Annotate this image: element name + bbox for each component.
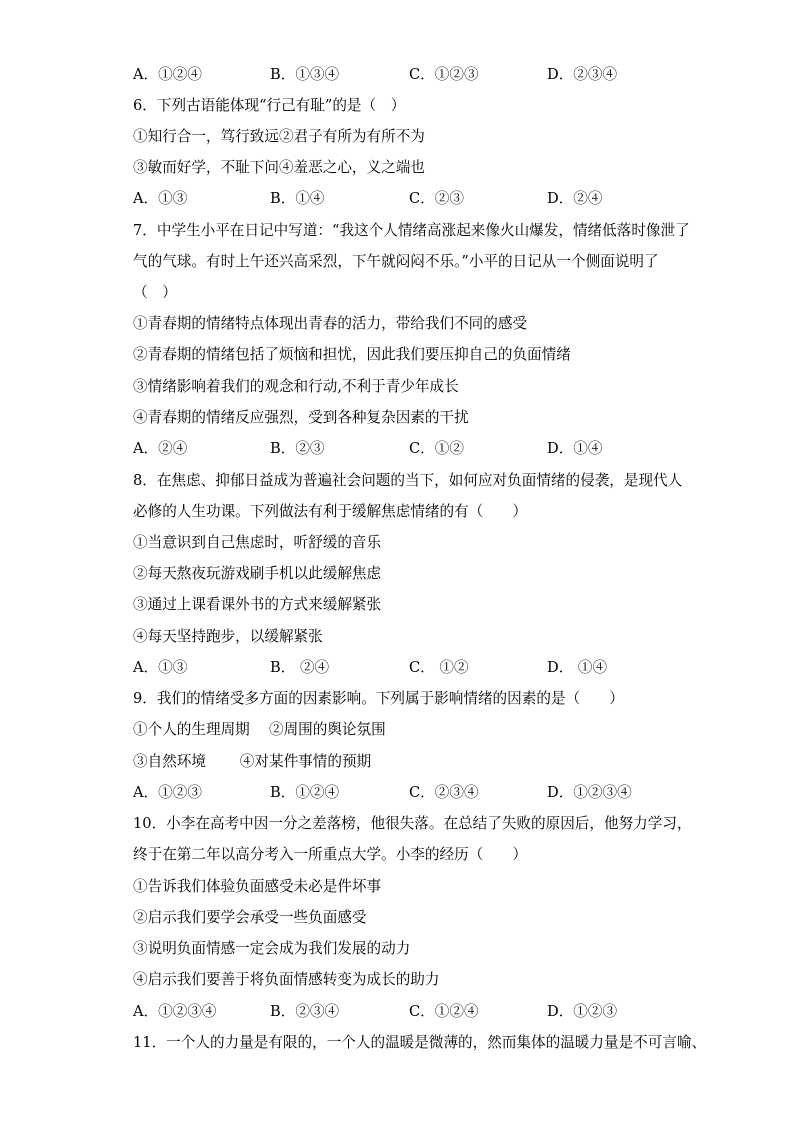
- question-10-stem: 终于在第二年以高分考入一所重点大学。小李的经历（ ）: [133, 846, 528, 863]
- answer-options: [133, 658, 693, 678]
- option-a: A．①③: [133, 659, 188, 676]
- option-a: A．①②③④: [133, 1003, 217, 1020]
- question-7-stem: （ ）: [133, 284, 177, 301]
- statement: ③通过上课看课外书的方式来缓解紧张: [133, 596, 382, 613]
- option-c: C．②③: [409, 190, 464, 207]
- option-c: C．①②: [409, 440, 464, 457]
- statement: ②每天熬夜玩游戏刷手机以此缓解焦虑: [133, 565, 382, 582]
- option-d: D．②③④: [547, 66, 618, 83]
- option-b: B．①④: [270, 190, 325, 207]
- statement: ③说明负面情感一定会成为我们发展的动力: [133, 940, 411, 957]
- statement: ①青春期的情绪特点体现出青春的活力，带给我们不同的感受: [133, 315, 528, 332]
- option-d: D．②④: [547, 190, 603, 207]
- question-8-stem: 必修的人生功课。下列做法有利于缓解焦虑情绪的有（ ）: [133, 503, 528, 520]
- option-a: A．①③: [133, 190, 188, 207]
- option-a: A．①②④: [133, 66, 202, 83]
- option-b: B．①②④: [270, 784, 340, 801]
- option-b: B． ②④: [270, 659, 330, 676]
- option-c: C．①②④: [409, 1003, 479, 1020]
- question-7-stem: 7．中学生小平在日记中写道：“我这个人情绪高涨起来像火山爆发，情绪低落时像泄了: [133, 222, 690, 239]
- question-9-stem: 9．我们的情绪受多方面的因素影响。下列属于影响情绪的因素的是（ ）: [133, 690, 624, 707]
- answer-options: [133, 1002, 693, 1022]
- statement: ④启示我们要善于将负面情感转变为成长的助力: [133, 971, 440, 988]
- statement: ②启示我们要学会承受一些负面感受: [133, 909, 367, 926]
- option-c: C．①②③: [409, 66, 479, 83]
- statement: ①个人的生理周期 ②周围的舆论氛围: [133, 721, 386, 738]
- option-d: D．①②③: [547, 1003, 618, 1020]
- question-6-statements: ①知行合一，笃行致远②君子有所为有所不为: [133, 128, 425, 145]
- question-6-stem: 6．下列古语能体现“行己有耻”的是（ ）: [133, 97, 406, 114]
- statement: ③情绪影响着我们的观念和行动,不利于青少年成长: [133, 378, 459, 395]
- option-c: C．②③④: [409, 784, 479, 801]
- option-b: B．②③: [270, 440, 325, 457]
- statement: ①告诉我们体验负面感受未必是件坏事: [133, 878, 382, 895]
- option-a: A．②④: [133, 440, 188, 457]
- statement: ④青春期的情绪反应强烈，受到各种复杂因素的干扰: [133, 409, 469, 426]
- option-b: B．②③④: [270, 1003, 340, 1020]
- answer-options: [133, 65, 693, 85]
- question-6-statements: ③敏而好学，不耻下问④羞恶之心，义之端也: [133, 159, 425, 176]
- statement: ④每天坚持跑步，以缓解紧张: [133, 628, 323, 645]
- answer-options: [133, 439, 693, 459]
- question-10-stem: 10．小李在高考中因一分之差落榜，他很失落。在总结了失败的原因后，他努力学习，: [133, 815, 692, 832]
- option-b: B．①③④: [270, 66, 340, 83]
- option-d: D．①④: [547, 440, 603, 457]
- question-7-stem: 气的气球。有时上午还兴高采烈，下午就闷闷不乐。”小平的日记从一个侧面说明了: [133, 253, 659, 270]
- question-8-stem: 8．在焦虑、抑郁日益成为普遍社会问题的当下，如何应对负面情绪的侵袭，是现代人: [133, 472, 683, 489]
- statement: ②青春期的情绪包括了烦恼和担忧，因此我们要压抑自己的负面情绪: [133, 346, 571, 363]
- answer-options: [133, 189, 693, 209]
- question-11-stem: 11．一个人的力量是有限的，一个人的温暖是微薄的，然而集体的温暖力量是不可言喻、: [133, 1034, 707, 1051]
- option-c: C． ①②: [409, 659, 469, 676]
- option-d: D．①②③④: [547, 784, 632, 801]
- statement: ①当意识到自己焦虑时，听舒缓的音乐: [133, 534, 382, 551]
- statement: ③自然环境 ④对某件事情的预期: [133, 753, 372, 770]
- option-a: A．①②③: [133, 784, 202, 801]
- option-d: D． ①④: [547, 659, 608, 676]
- answer-options: [133, 783, 693, 803]
